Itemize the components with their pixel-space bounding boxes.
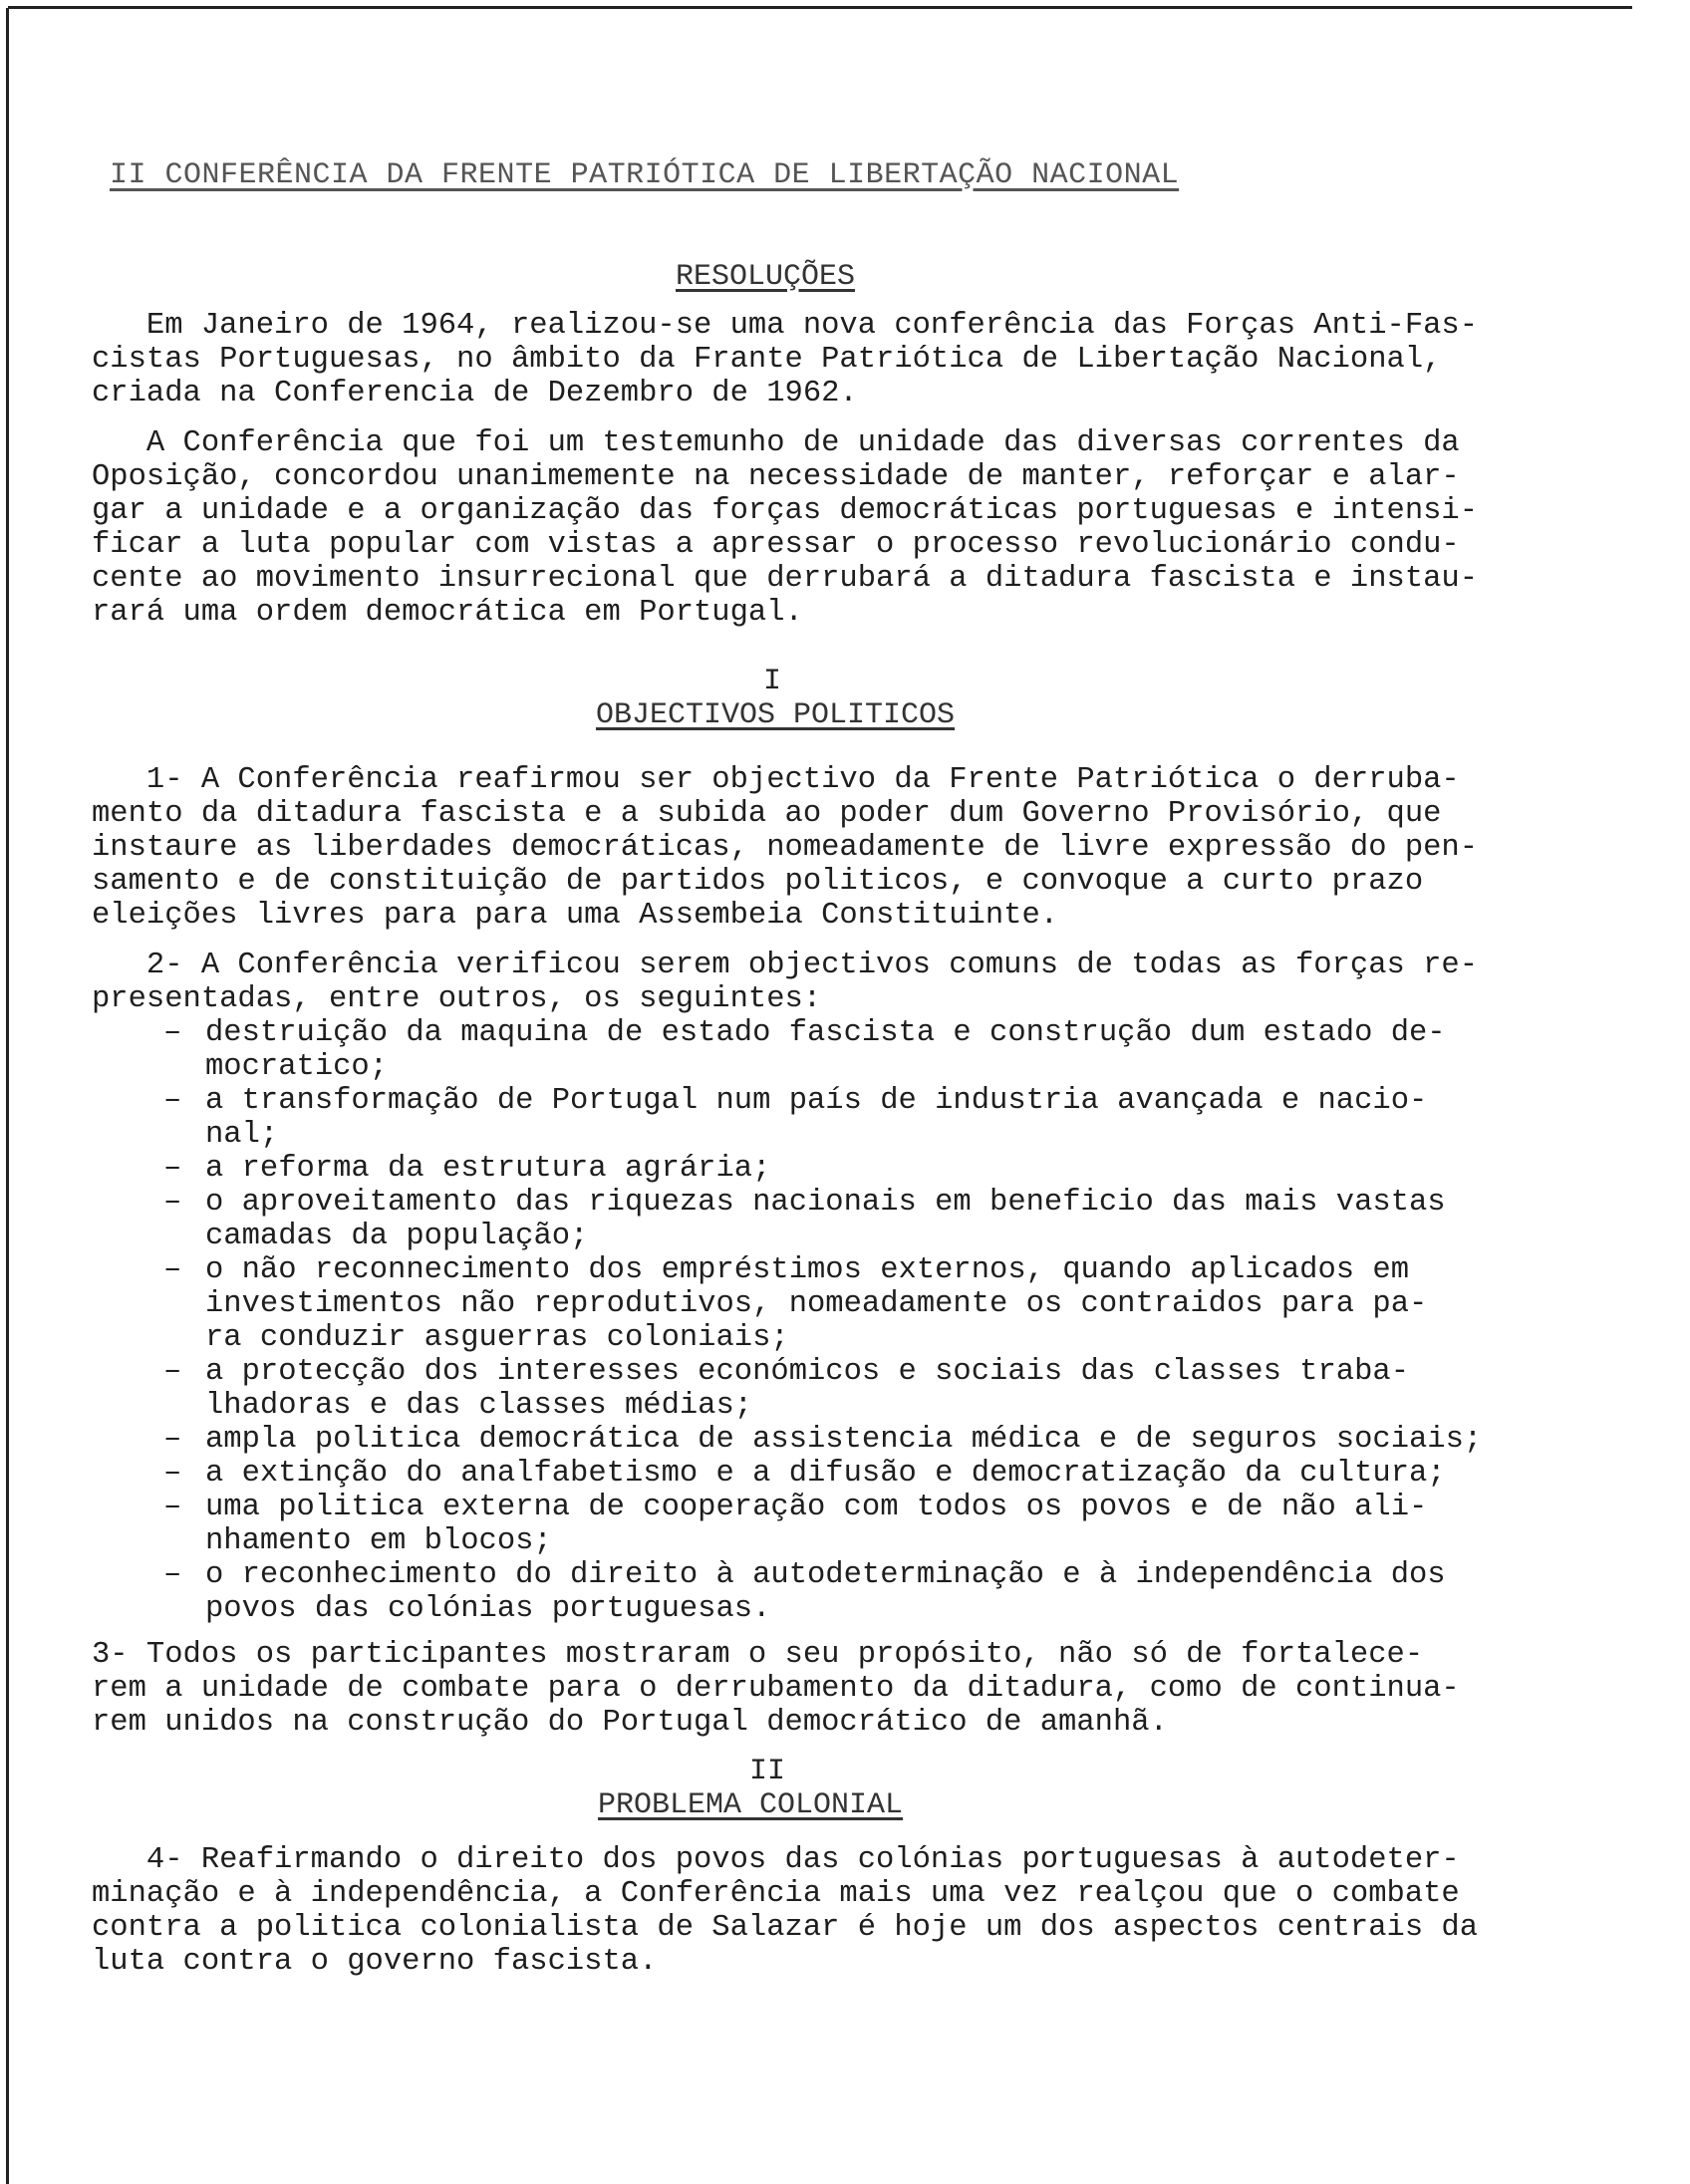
resolutions-heading: RESOLUÇÕES [676, 260, 856, 294]
point-2-paragraph: 2- A Conferência verificou serem objectivos comuns de todas as forças re- presentadas, entre outros, os seguintes: [92, 949, 1479, 1016]
list-item: – a transformação de Portugal num país de industria avançada e nacio- nal; [163, 1084, 1428, 1152]
list-item: – o reconhecimento do direito à autodeterminação e à independência dos povos das colónias portuguesas. [163, 1558, 1446, 1626]
list-item: – a extinção do analfabetismo e a difusão e democratização da cultura; [163, 1457, 1446, 1491]
list-item: – a protecção dos interesses económicos e sociais das classes traba- lhadoras e das classes médias; [163, 1355, 1409, 1423]
document-title: II CONFERÊNCIA DA FRENTE PATRIÓTICA DE LIBERTAÇÃO NACIONAL [110, 158, 1180, 192]
list-item: – uma politica externa de cooperação com todos os povos e de não ali- nhamento em blocos; [163, 1491, 1428, 1558]
section-1-heading: OBJECTIVOS POLITICOS [596, 698, 956, 732]
page-edge-left [6, 8, 9, 2184]
point-3-paragraph: 3- Todos os participantes mostraram o seu propósito, não só de fortalece- rem a unidade de combate para o derrubamento da ditadura, como de continua- rem unidos na construção do Portugal democrático de amanhã. [92, 1638, 1460, 1740]
point-4-paragraph: 4- Reafirmando o direito dos povos das colónias portuguesas à autodeter- minação e à independência, a Conferência mais uma vez realçou que o combate contra a politica colonialista de Salazar é hoje um dos aspectos centrais da luta contra o governo fascista. [92, 1843, 1479, 1979]
section-2-heading: PROBLEMA COLONIAL [598, 1788, 904, 1822]
list-item: – o aproveitamento das riquezas nacionais em beneficio das mais vastas camadas da população; [163, 1186, 1446, 1253]
list-item: – o não reconnecimento dos empréstimos externos, quando aplicados em investimentos não reprodutivos, nomeadamente os contraidos para pa- ra conduzir asguerras coloniais; [163, 1253, 1428, 1355]
objectives-list [163, 1016, 1483, 1626]
list-item: – destruição da maquina de estado fascista e construção dum estado de- mocratico; [163, 1016, 1446, 1084]
intro-paragraph: Em Janeiro de 1964, realizou-se uma nova conferência das Forças Anti-Fas- cistas Portuguesas, no âmbito da Frante Patriótica de Libertação Nacional, criada na Conferencia de Dezembro de 1962. [92, 309, 1479, 410]
point-1-paragraph: 1- A Conferência reafirmou ser objectivo da Frente Patriótica o derruba- mento da ditadura fascista e a subida ao poder dum Governo Provisório, que instaure as liberdades democráticas, nomeadamente de livre expressão do pen- samento e de constituição de partidos politicos, e convoque a curto prazo eleições livres para para uma Assembeia Constituinte. [92, 763, 1479, 933]
page-edge-top [8, 6, 1632, 9]
list-item: – a reforma da estrutura agrária; [163, 1152, 771, 1186]
section-1-numeral: I [763, 665, 782, 698]
section-2-numeral: II [749, 1755, 786, 1788]
second-paragraph: A Conferência que foi um testemunho de unidade das diversas correntes da Oposição, concordou unanimemente na necessidade de manter, reforçar e alar- gar a unidade e a organização das forças democráticas portuguesas e intensi- ficar a luta popular com vistas a apressar o processo revolucionário condu- cente ao movimento insurrecional que derrubará a ditadura fascista e instau- rará uma ordem democrática em Portugal. [92, 426, 1479, 630]
list-item: – ampla politica democrática de assistencia médica e de seguros sociais; [163, 1423, 1483, 1457]
